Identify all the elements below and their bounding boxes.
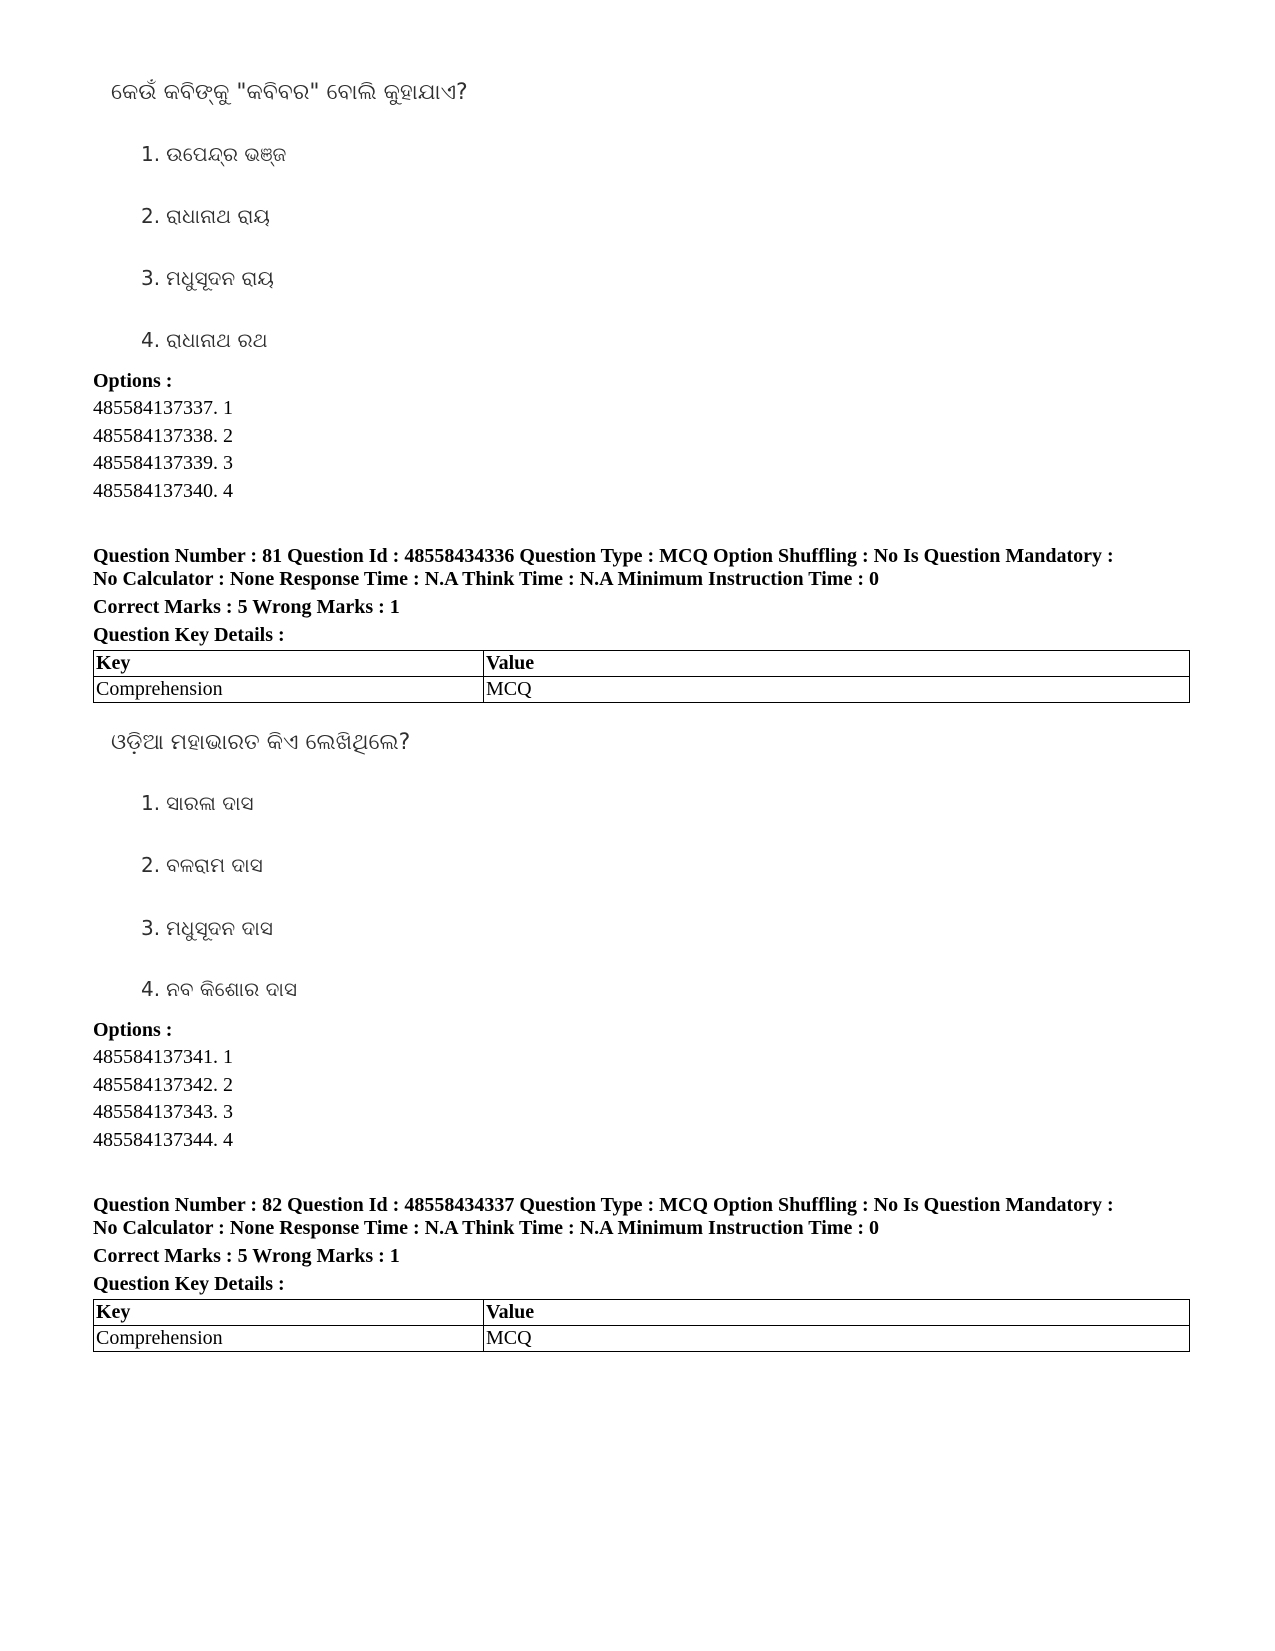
options-label: Options : [93,370,173,392]
table-header-key: Key [94,1300,484,1326]
choice-2 [141,204,270,228]
table-row [94,677,1190,703]
choice-text: ନବ କିଶୋର ଦାସ [166,977,297,1001]
choice-text: ମଧୁସୂଦନ ଦାସ [166,916,273,940]
question-meta-line1: Question Number : 82 Question Id : 48558434337 Question Type : MCQ Option Shuffling : No Is Question Mandatory : [93,1194,1114,1216]
question-key-table [93,650,1190,703]
choice-1 [141,142,286,166]
choice-text: ବଳରାମ ଦାସ [166,853,263,877]
option-id-line: 485584137341. 1 [93,1046,233,1068]
marks-line: Correct Marks : 5 Wrong Marks : 1 [93,1245,400,1267]
table-cell-value: MCQ [484,1326,1190,1352]
choice-number: 4. [141,328,161,352]
choice-4 [141,977,297,1001]
question-meta-line2: No Calculator : None Response Time : N.A Think Time : N.A Minimum Instruction Time : 0 [93,1217,879,1239]
table-header-row [94,651,1190,677]
table-header-value: Value [484,651,1190,677]
question-meta-line2: No Calculator : None Response Time : N.A Think Time : N.A Minimum Instruction Time : 0 [93,568,879,590]
choice-text: ମଧୁସୂଦନ ରାୟ [166,266,274,290]
question-meta-line1: Question Number : 81 Question Id : 48558434336 Question Type : MCQ Option Shuffling : No Is Question Mandatory : [93,545,1114,567]
question-image-1 [93,0,513,370]
option-id-line: 485584137340. 4 [93,480,233,502]
table-header-key: Key [94,651,484,677]
choice-number: 3. [141,916,161,940]
marks-line: Correct Marks : 5 Wrong Marks : 1 [93,596,400,618]
option-id-line: 485584137338. 2 [93,425,233,447]
option-id-line: 485584137343. 3 [93,1101,233,1123]
choice-number: 2. [141,853,161,877]
choice-text: ରାଧାନାଥ ରଥ [166,328,268,352]
choice-number: 1. [141,791,161,815]
choice-number: 2. [141,204,161,228]
choice-text: ସାରଳା ଦାସ [166,791,254,815]
question-image-81 [93,710,513,1010]
table-cell-key: Comprehension [94,677,484,703]
choice-3 [141,266,274,290]
key-details-label: Question Key Details : [93,1273,285,1295]
choice-3 [141,916,273,940]
choice-1 [141,791,254,815]
choice-text: ରାଧାନାଥ ରାୟ [166,204,270,228]
option-id-line: 485584137344. 4 [93,1129,233,1151]
question-key-table [93,1299,1190,1352]
table-cell-key: Comprehension [94,1326,484,1352]
table-row [94,1326,1190,1352]
options-label: Options : [93,1019,173,1041]
choice-number: 3. [141,266,161,290]
option-id-line: 485584137337. 1 [93,397,233,419]
table-cell-value: MCQ [484,677,1190,703]
choice-text: ଉପେନ୍ଦ୍ର ଭଞ୍ଜ [166,142,287,166]
choice-4 [141,328,268,352]
choice-number: 1. [141,142,161,166]
choice-number: 4. [141,977,161,1001]
option-id-line: 485584137339. 3 [93,452,233,474]
option-id-line: 485584137342. 2 [93,1074,233,1096]
table-header-value: Value [484,1300,1190,1326]
key-details-label: Question Key Details : [93,624,285,646]
question-stem: ଓଡ଼ିଆ ମହାଭାରତ କିଏ ଲେଖିଥିଲେ? [111,730,411,755]
question-stem: କେଉଁ କବିଙ୍କୁ "କବିବର" ବୋଲି କୁହାଯାଏ? [111,80,468,105]
table-header-row [94,1300,1190,1326]
choice-2 [141,853,263,877]
